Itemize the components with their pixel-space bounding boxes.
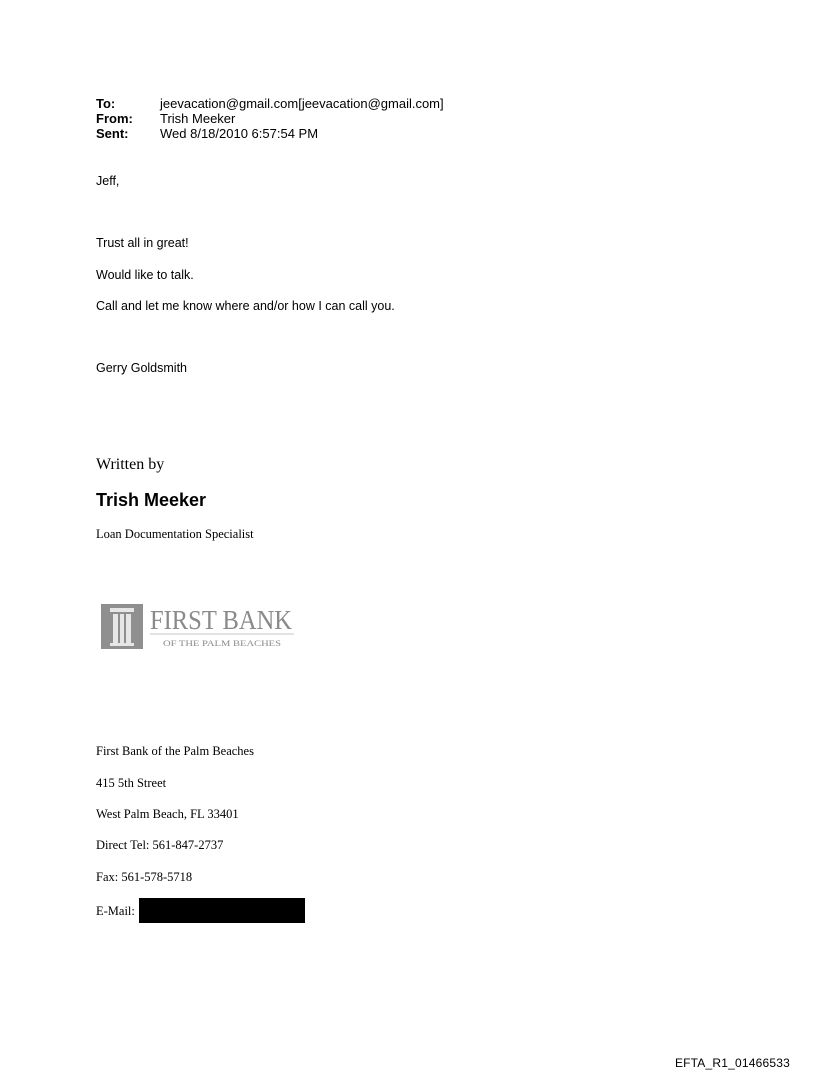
direct-tel: Direct Tel: 561-847-2737 (96, 838, 224, 852)
to-value: jeevacation@gmail.com[jeevacation@gmail.com] (160, 96, 444, 111)
from-row (96, 111, 235, 126)
body-line-3: Call and let me know where and/or how I can call you. (96, 299, 395, 313)
sender-name: Gerry Goldsmith (96, 361, 187, 375)
sent-row (96, 126, 318, 141)
greeting: Jeff, (96, 174, 120, 188)
sent-value: Wed 8/18/2010 6:57:54 PM (160, 126, 319, 141)
signature-title: Loan Documentation Specialist (96, 527, 254, 541)
bank-logo (98, 595, 298, 655)
signature-name: Trish Meeker (96, 490, 207, 510)
logo-line-1: FIRST BANK (150, 605, 293, 635)
company-name: First Bank of the Palm Beaches (96, 744, 254, 758)
redaction-box (139, 898, 305, 923)
column-pillar-icon (101, 604, 143, 649)
from-label: From: (96, 111, 133, 126)
document-id: EFTA_R1_01466533 (674, 1056, 790, 1070)
body-line-1: Trust all in great! (96, 236, 189, 250)
to-label: To: (96, 96, 116, 111)
sent-label: Sent: (96, 126, 129, 141)
from-value: Trish Meeker (160, 111, 236, 126)
street-address: 415 5th Street (96, 776, 167, 790)
city-state-zip: West Palm Beach, FL 33401 (96, 807, 239, 821)
written-by: Written by (96, 456, 165, 473)
body-line-2: Would like to talk. (96, 268, 194, 282)
email-label: E-Mail: (96, 904, 135, 918)
fax: Fax: 561-578-5718 (96, 870, 193, 884)
to-row (96, 96, 444, 111)
logo-line-2: OF THE PALM BEACHES (163, 638, 282, 648)
